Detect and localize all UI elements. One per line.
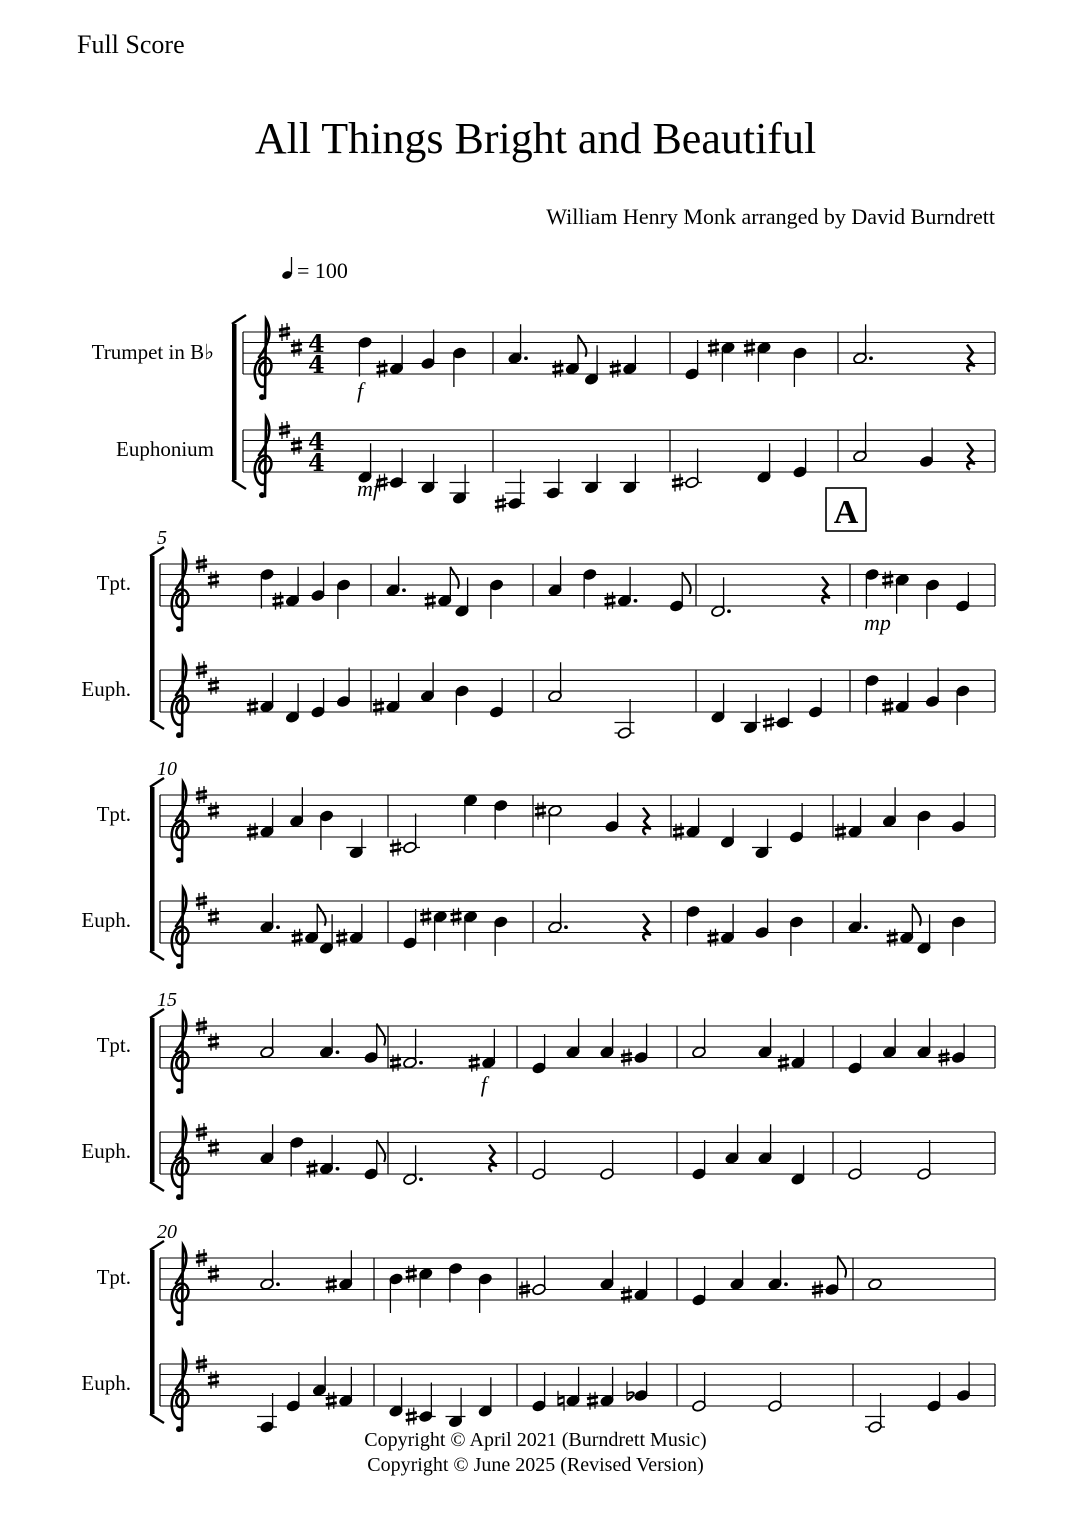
quarter-note — [336, 904, 363, 947]
quarter-note — [450, 464, 470, 504]
euphonium-staff — [160, 1351, 995, 1433]
quarter-note — [610, 335, 637, 378]
sharp-sign — [420, 908, 431, 926]
quarter-note — [307, 1135, 340, 1178]
eighth-note — [552, 335, 586, 378]
quarter-note — [532, 1034, 547, 1074]
quarter-rest — [489, 1145, 496, 1172]
half-note — [260, 1250, 280, 1290]
sharp-sign — [451, 908, 462, 926]
eighth-note — [292, 904, 326, 947]
dynamic-marking: f — [357, 378, 364, 403]
quarter-note — [752, 819, 772, 859]
half-note — [711, 577, 731, 617]
key-sharp — [291, 437, 302, 455]
quarter-note — [260, 568, 275, 608]
quarter-note — [917, 914, 932, 954]
quarter-note — [763, 689, 793, 732]
instrument-label-trumpet: Trumpet in B♭ — [91, 340, 214, 364]
sharp-sign — [307, 1160, 318, 1178]
key-sharp — [208, 802, 219, 820]
half-note — [390, 1029, 423, 1072]
instrument-label-euphonium-short: Euph. — [81, 1139, 131, 1163]
quarter-note — [835, 798, 862, 841]
instrument-label-euphonium-short: Euph. — [81, 677, 131, 701]
piece-title: All Things Bright and Beautiful — [254, 114, 817, 163]
quarter-note — [377, 449, 407, 492]
instrument-label-euphonium-short: Euph. — [81, 1371, 131, 1395]
sharp-sign — [835, 823, 846, 841]
quarter-note — [260, 1124, 275, 1164]
quarter-note — [789, 803, 804, 843]
quarter-note — [758, 1018, 773, 1058]
time-signature-top: 4 — [308, 427, 325, 456]
sharp-sign — [273, 592, 284, 610]
measure-number: 15 — [157, 989, 177, 1011]
sharp-sign — [708, 929, 719, 947]
quarter-note — [247, 798, 274, 841]
quarter-note — [289, 787, 304, 827]
instrument-label-trumpet-short: Tpt. — [96, 802, 131, 826]
quarter-note — [346, 819, 366, 859]
sharp-sign — [882, 571, 893, 589]
quarter-note — [956, 1362, 971, 1402]
quarter-note — [421, 330, 436, 370]
quarter-note — [808, 678, 823, 718]
quarter-note — [311, 562, 326, 602]
quarter-note — [420, 908, 447, 951]
sharp-sign — [535, 802, 546, 820]
half-note — [600, 1140, 615, 1180]
system-bracket — [150, 1018, 155, 1182]
sharp-sign — [469, 1054, 480, 1072]
half-note — [672, 449, 702, 492]
sharp-sign — [882, 698, 893, 716]
key-sharp — [291, 339, 302, 357]
sharp-sign — [406, 1408, 417, 1426]
quarter-note — [720, 808, 735, 848]
quarter-note — [711, 683, 726, 723]
sharp-sign — [552, 360, 563, 378]
quarter-note — [260, 893, 280, 933]
quarter-note — [725, 1124, 740, 1164]
quarter-note — [451, 908, 478, 951]
sharp-sign — [377, 360, 388, 378]
quarter-note — [336, 668, 351, 708]
quarter-note — [311, 678, 326, 718]
time-signature-top: 4 — [308, 329, 325, 358]
quarter-note — [285, 683, 300, 723]
measure-number: 20 — [157, 1221, 177, 1243]
quarter-note — [917, 810, 932, 850]
quarter-note — [951, 793, 966, 833]
quarter-note — [455, 685, 470, 725]
quarter-note — [495, 470, 525, 513]
half-note — [692, 1018, 707, 1058]
quarter-note — [793, 347, 808, 387]
quarter-rest — [967, 443, 974, 470]
quarter-note — [386, 556, 406, 596]
measure-number: 10 — [157, 758, 177, 780]
copyright-line-1: Copyright © April 2021 (Burndrett Music) — [364, 1429, 707, 1451]
tempo-text: = 100 — [297, 258, 348, 283]
quarter-note — [791, 1145, 806, 1185]
sharp-sign — [247, 823, 258, 841]
quarter-note — [446, 1388, 466, 1428]
half-note — [403, 1145, 423, 1185]
quarter-note — [758, 1124, 773, 1164]
natural-sign — [558, 1391, 564, 1411]
quarter-note — [865, 674, 880, 714]
whole-note — [868, 1278, 883, 1291]
quarter-note — [319, 810, 334, 850]
quarter-note — [326, 1250, 353, 1293]
quarter-note — [543, 459, 563, 499]
sharp-sign — [326, 1275, 337, 1293]
instrument-label-trumpet-short: Tpt. — [96, 1033, 131, 1057]
composer-credits: William Henry Monk arranged by David Burndrett — [546, 204, 995, 229]
euphonium-staff — [243, 417, 995, 512]
half-note — [917, 1140, 932, 1180]
eighth-note — [425, 567, 459, 610]
quarter-note — [493, 916, 508, 956]
key-sharp — [208, 908, 219, 926]
quarter-note — [548, 556, 563, 596]
quarter-note — [955, 685, 970, 725]
quarter-note — [708, 904, 735, 947]
quarter-note — [508, 324, 528, 364]
quarter-note — [418, 454, 438, 494]
quarter-note — [600, 1018, 615, 1058]
quarter-note — [403, 909, 418, 949]
quarter-note — [336, 579, 351, 619]
quarter-note — [605, 793, 620, 833]
system-bracket — [150, 556, 155, 720]
rehearsal-letter: A — [833, 494, 859, 531]
half-note — [548, 893, 568, 933]
sharp-sign — [390, 1054, 401, 1072]
quarter-note — [927, 1372, 942, 1412]
quarter-note — [789, 916, 804, 956]
copyright-line-2: Copyright © June 2025 (Revised Version) — [367, 1454, 704, 1476]
key-sharp — [208, 1139, 219, 1157]
quarter-note — [865, 568, 880, 608]
euphonium-staff — [160, 657, 995, 739]
sharp-sign — [495, 495, 506, 513]
quarter-note — [273, 567, 300, 610]
quarter-note — [377, 335, 404, 378]
sharp-sign — [373, 698, 384, 716]
quarter-note — [744, 339, 771, 382]
quarter-note — [358, 336, 373, 376]
sharp-sign — [673, 823, 684, 841]
quarter-note — [919, 428, 934, 468]
quarter-note — [939, 1024, 966, 1067]
quarter-note — [917, 1018, 932, 1058]
quarter-note — [778, 1029, 805, 1072]
measure-number: 5 — [157, 527, 167, 549]
quarter-note — [951, 916, 966, 956]
quarter-note — [925, 668, 940, 708]
time-signature-bottom: 4 — [308, 350, 325, 379]
quarter-note — [621, 1024, 648, 1067]
dynamic-marking: mp — [864, 610, 891, 635]
half-note — [853, 422, 868, 462]
quarter-note — [708, 339, 735, 382]
quarter-note — [848, 1034, 863, 1074]
quarter-note — [455, 577, 470, 617]
quarter-note — [955, 572, 970, 612]
system-bracket — [150, 787, 155, 951]
quarter-note — [685, 340, 700, 380]
key-sharp — [208, 1265, 219, 1283]
quarter-rest — [643, 808, 650, 835]
trumpet-staff — [160, 782, 995, 863]
quarter-note — [582, 454, 602, 494]
quarter-note — [448, 1262, 463, 1302]
quarter-note — [373, 673, 400, 716]
sharp-sign — [610, 360, 621, 378]
quarter-note — [478, 1377, 493, 1417]
quarter-note — [692, 1140, 707, 1180]
flat-sign — [627, 1382, 634, 1401]
quarter-note — [489, 579, 504, 619]
half-note — [853, 324, 873, 364]
quarter-note — [420, 662, 435, 702]
quarter-note — [406, 1265, 433, 1308]
quarter-note — [768, 1250, 788, 1290]
quarter-note — [925, 579, 940, 619]
quarter-note — [312, 1356, 327, 1396]
eighth-note — [812, 1256, 846, 1299]
quarter-rest — [822, 577, 829, 604]
quarter-note — [730, 1250, 745, 1290]
quarter-note — [286, 1372, 301, 1412]
quarter-note — [566, 1018, 581, 1058]
quarter-note — [605, 567, 638, 610]
system-2 — [0, 0, 995, 739]
quarter-note — [247, 673, 274, 716]
sharp-sign — [406, 1265, 417, 1283]
key-sharp — [208, 571, 219, 589]
sharp-sign — [605, 592, 616, 610]
sharp-sign — [763, 714, 774, 732]
sharp-sign — [247, 698, 258, 716]
quarter-note — [469, 1029, 496, 1072]
quarter-note — [582, 568, 597, 608]
system-bracket — [150, 1250, 155, 1414]
half-note — [535, 802, 562, 845]
quarter-note — [692, 1266, 707, 1306]
quarter-note — [882, 1018, 897, 1058]
quarter-note — [882, 673, 909, 716]
instrument-label-euphonium-short: Euph. — [81, 908, 131, 932]
sharp-sign — [621, 1286, 632, 1304]
tempo-marking — [281, 257, 348, 283]
quarter-note — [882, 787, 897, 827]
system-1 — [0, 0, 995, 513]
trumpet-staff — [160, 1245, 995, 1326]
key-sharp — [208, 677, 219, 695]
half-note — [532, 1140, 547, 1180]
quarter-note — [793, 438, 808, 478]
quarter-note — [848, 893, 868, 933]
sharp-sign — [425, 592, 436, 610]
instrument-label-euphonium: Euphonium — [116, 437, 214, 461]
sharp-sign — [708, 339, 719, 357]
quarter-rest — [643, 914, 650, 941]
quarter-note — [621, 1261, 648, 1304]
quarter-note — [389, 1377, 404, 1417]
half-note — [390, 814, 420, 857]
sharp-sign — [326, 1392, 337, 1410]
euphonium-staff — [160, 1119, 995, 1200]
half-note — [692, 1372, 707, 1412]
sharp-sign — [292, 929, 303, 947]
half-note — [548, 662, 563, 702]
rehearsal-mark — [826, 488, 866, 531]
quarter-note — [755, 899, 770, 939]
quarter-note — [389, 1273, 404, 1313]
quarter-note — [882, 571, 909, 614]
euphonium-staff — [160, 888, 995, 969]
part-label: Full Score — [77, 30, 185, 59]
key-sharp — [208, 1033, 219, 1051]
eighth-note — [887, 904, 921, 947]
half-note — [768, 1372, 783, 1412]
quarter-note — [489, 678, 504, 718]
instrument-label-trumpet-short: Tpt. — [96, 571, 131, 595]
quarter-note — [463, 794, 478, 834]
sharp-sign — [336, 929, 347, 947]
dynamic-marking: f — [480, 1072, 487, 1097]
time-signature-bottom: 4 — [308, 448, 325, 477]
trumpet-staff — [160, 1013, 995, 1094]
sharp-sign — [587, 1392, 598, 1410]
quarter-note — [757, 443, 772, 483]
sharp-sign — [887, 929, 898, 947]
quarter-note — [587, 1367, 614, 1410]
sharp-sign — [390, 839, 401, 857]
quarter-note — [532, 1372, 547, 1412]
sharp-sign — [744, 339, 755, 357]
dynamic-marking: mf — [357, 476, 379, 501]
half-note — [519, 1256, 546, 1299]
instrument-label-trumpet-short: Tpt. — [96, 1265, 131, 1289]
quarter-note — [620, 454, 640, 494]
quarter-note — [558, 1367, 580, 1411]
quarter-note — [478, 1273, 493, 1313]
quarter-rest — [967, 345, 974, 372]
quarter-note — [326, 1367, 353, 1410]
system-bracket — [232, 324, 237, 480]
quarter-note — [406, 1383, 436, 1426]
half-note — [615, 699, 635, 739]
quarter-note — [493, 799, 508, 839]
quarter-note — [600, 1250, 615, 1290]
quarter-note — [673, 798, 700, 841]
half-note — [848, 1140, 863, 1180]
key-sharp — [208, 1371, 219, 1389]
quarter-note — [289, 1136, 304, 1176]
copyright-footer — [0, 1428, 1071, 1478]
quarter-note — [319, 1018, 339, 1058]
quarter-note — [741, 694, 761, 734]
sharp-sign — [778, 1054, 789, 1072]
trumpet-staff — [243, 319, 995, 400]
sharp-sign — [672, 474, 683, 492]
quarter-note — [452, 347, 467, 387]
quarter-note — [686, 905, 701, 945]
half-note — [260, 1018, 275, 1058]
